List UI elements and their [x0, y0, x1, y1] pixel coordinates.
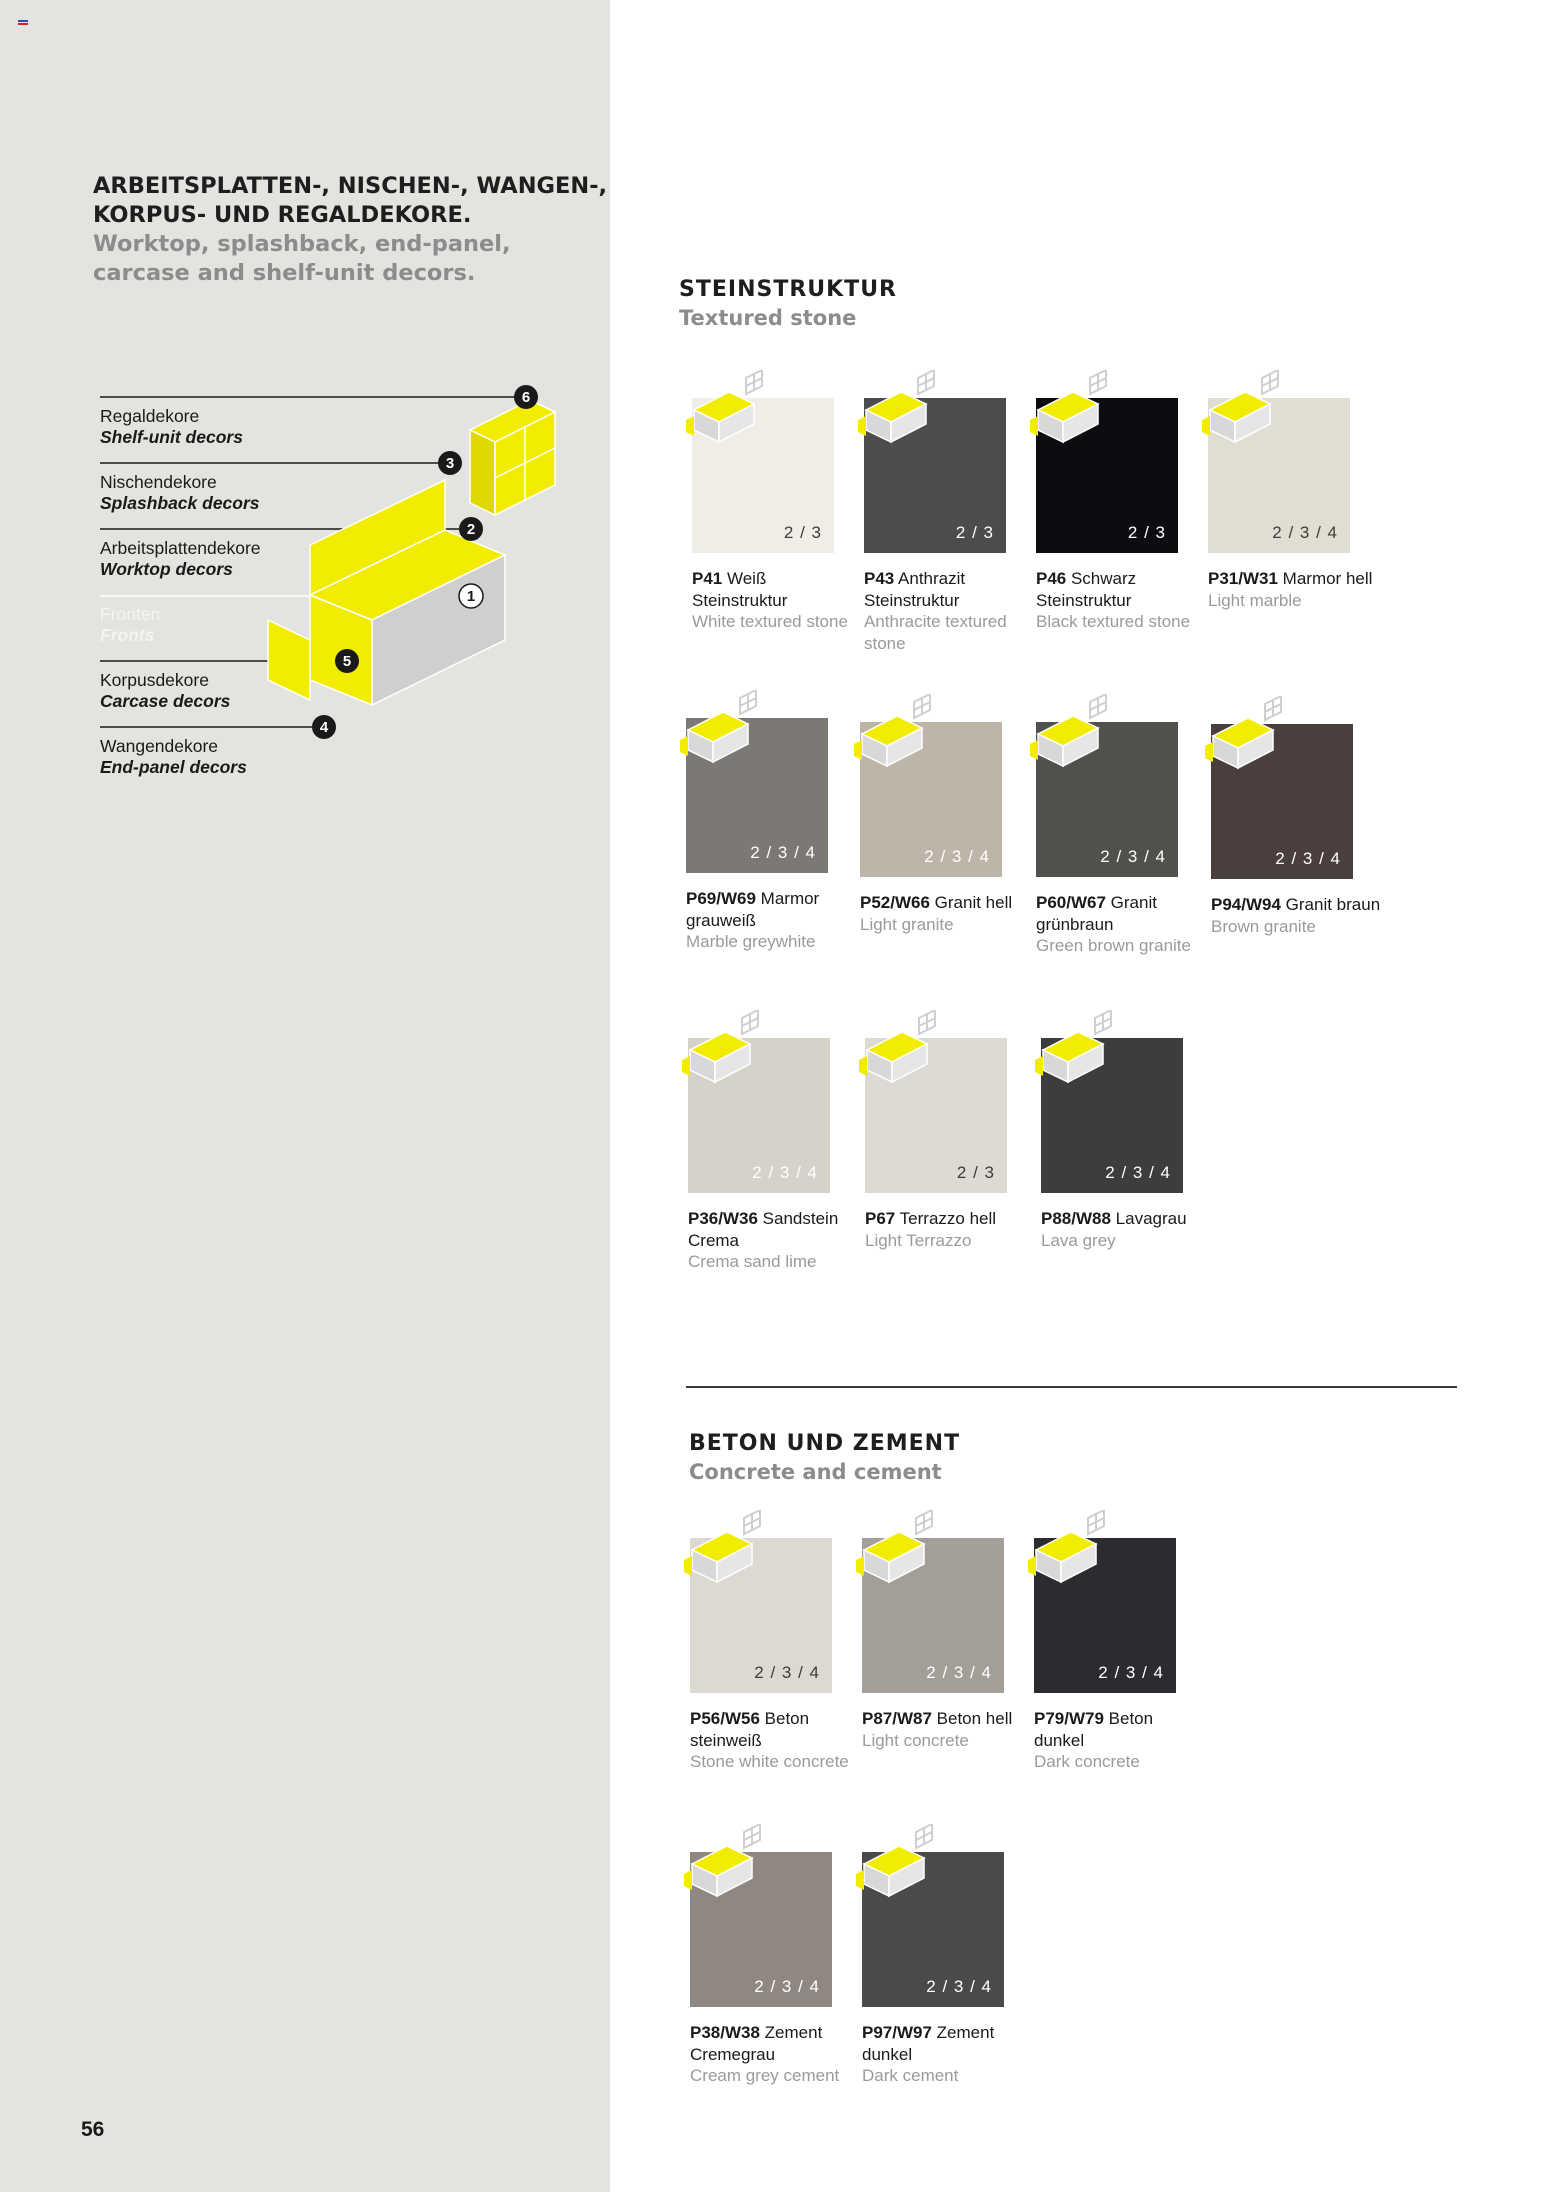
decor-code: P88/W88 — [1041, 1209, 1111, 1228]
decor-code: P31/W31 — [1208, 569, 1278, 588]
legend-fronts — [100, 604, 160, 646]
legend-label-de: Nischendekore — [100, 472, 217, 492]
svg-text:6: 6 — [521, 389, 531, 406]
kitchen-usage-icon — [857, 1010, 967, 1110]
swatch-caption — [688, 1208, 858, 1273]
legend-shelf-unit — [100, 406, 243, 448]
legend-splashback — [100, 472, 260, 514]
legend-worktop — [100, 538, 261, 580]
decor-name-de: Granit hell — [929, 893, 1013, 912]
legend-label-en: Worktop decors — [100, 559, 233, 579]
decor-name-de: Beton hell — [931, 1709, 1013, 1728]
swatch-caption — [864, 568, 1034, 654]
usage-numbers: 2 / 3 / 4 — [924, 847, 990, 866]
decor-code: P94/W94 — [1211, 895, 1281, 914]
usage-numbers: 2 / 3 / 4 — [754, 1977, 820, 1996]
decor-name-en: Brown granite — [1211, 916, 1316, 936]
decor-name-de: Granit braun — [1280, 895, 1381, 914]
section-title-textured-stone — [679, 276, 897, 332]
decor-name-de: Weiß Steinstruktur — [692, 569, 788, 610]
legend-label-en: Carcase decors — [100, 691, 231, 711]
kitchen-usage-icon — [1028, 694, 1138, 794]
decor-name-de: Marmor hell — [1277, 569, 1373, 588]
section-title-en: Concrete and cement — [689, 1460, 942, 1484]
shelf-unit-shape — [470, 400, 555, 515]
decor-code: P46 — [1036, 569, 1067, 588]
kitchen-usage-icon — [854, 1824, 964, 1924]
swatch-caption — [1211, 894, 1381, 937]
decor-name-de: Anthrazit Steinstruktur — [864, 569, 966, 610]
decor-name-de: Beton steinweiß — [690, 1709, 810, 1750]
swatch-caption — [1036, 892, 1206, 957]
page-title — [93, 172, 613, 288]
decor-code: P97/W97 — [862, 2023, 932, 2042]
swatch-caption — [686, 888, 856, 953]
usage-numbers: 2 / 3 / 4 — [1275, 849, 1341, 868]
kitchen-usage-icon — [1033, 1010, 1143, 1110]
swatch-caption — [690, 2022, 860, 2087]
decor-name-de: Lavagrau — [1110, 1209, 1187, 1228]
kitchen-usage-icon — [854, 1510, 964, 1610]
title-de-line2: KORPUS- UND REGALDEKORE. — [93, 202, 472, 228]
swatch-caption — [690, 1708, 860, 1773]
decor-name-en: Stone white concrete — [690, 1752, 849, 1771]
section-title-de: BETON UND ZEMENT — [689, 1431, 961, 1456]
section-title-de: STEINSTRUKTUR — [679, 277, 897, 302]
decor-name-en: Light marble — [1208, 590, 1302, 610]
decor-name-de: Schwarz Steinstruktur — [1036, 569, 1137, 610]
section-divider — [686, 1386, 1457, 1388]
title-en-line2: carcase and shelf-unit decors. — [93, 260, 476, 286]
legend-label-de: Korpusdekore — [100, 670, 209, 690]
decor-code: P67 — [865, 1209, 896, 1228]
svg-text:2: 2 — [466, 521, 476, 538]
decor-name-en: Dark cement — [862, 2066, 959, 2085]
usage-numbers: 2 / 3 / 4 — [1272, 523, 1338, 542]
decor-name-en: Lava grey — [1041, 1230, 1116, 1250]
swatch-caption — [1041, 1208, 1211, 1251]
kitchen-usage-icon — [680, 1010, 790, 1110]
svg-text:5: 5 — [342, 653, 352, 670]
swatch-caption — [862, 2022, 1032, 2087]
decor-code: P56/W56 — [690, 1709, 760, 1728]
kitchen-usage-icon — [682, 1510, 792, 1610]
kitchen-usage-icon — [684, 370, 794, 470]
legend-label-en: End-panel decors — [100, 757, 247, 777]
usage-numbers: 2 / 3 / 4 — [1098, 1663, 1164, 1682]
decor-name-en: Crema sand lime — [688, 1252, 817, 1271]
decor-code: P87/W87 — [862, 1709, 932, 1728]
swatch-caption — [1034, 1708, 1204, 1773]
usage-numbers: 2 / 3 / 4 — [926, 1977, 992, 1996]
decor-name-en: Light concrete — [862, 1730, 969, 1750]
decor-name-en: Green brown granite — [1036, 936, 1191, 955]
usage-numbers: 2 / 3 / 4 — [1100, 847, 1166, 866]
decor-name-de: Zement Cremegrau — [690, 2023, 823, 2064]
decor-name-de: Granit grünbraun — [1036, 893, 1157, 934]
kitchen-usage-icon — [1028, 370, 1138, 470]
decor-name-de: Marmor grauweiß — [686, 889, 820, 930]
svg-text:4: 4 — [319, 719, 329, 736]
legend-label-de: Wangendekore — [100, 736, 219, 756]
decor-code: P69/W69 — [686, 889, 756, 908]
section-title-concrete — [689, 1430, 960, 1486]
decor-name-en: Marble greywhite — [686, 932, 816, 951]
kitchen-usage-icon — [1203, 696, 1313, 796]
swatch-caption — [862, 1708, 1032, 1751]
usage-numbers: 2 / 3 — [783, 523, 822, 542]
svg-text:1: 1 — [466, 588, 476, 605]
decor-name-de: Beton dunkel — [1034, 1709, 1154, 1750]
usage-numbers: 2 / 3 / 4 — [754, 1663, 820, 1682]
legend-label-en: Splashback decors — [100, 493, 260, 513]
decor-code: P60/W67 — [1036, 893, 1106, 912]
decor-name-en: Dark concrete — [1034, 1752, 1140, 1771]
decor-code: P79/W79 — [1034, 1709, 1104, 1728]
legend-label-de: Fronten — [100, 604, 161, 624]
legend-label-de: Arbeitsplattendekore — [100, 538, 261, 558]
kitchen-usage-icon — [1200, 370, 1310, 470]
kitchen-usage-icon — [1026, 1510, 1136, 1610]
end-panel-shape — [268, 620, 310, 700]
page-number: 56 — [81, 2118, 105, 2141]
swatch-caption — [1036, 568, 1206, 633]
swatch-caption — [865, 1208, 1035, 1251]
svg-text:3: 3 — [445, 455, 455, 472]
kitchen-usage-icon — [852, 694, 962, 794]
legend-label-en: Fronts — [100, 625, 155, 645]
kitchen-usage-icon — [678, 690, 788, 790]
title-en-line1: Worktop, splashback, end-panel, — [93, 231, 511, 257]
decor-code: P38/W38 — [690, 2023, 760, 2042]
decor-name-en: White textured stone — [692, 612, 848, 631]
decor-name-de: Terrazzo hell — [895, 1209, 997, 1228]
swatch-caption — [1208, 568, 1378, 611]
usage-numbers: 2 / 3 — [1127, 523, 1166, 542]
legend-carcase — [100, 670, 230, 712]
decor-name-de: Sandstein Crema — [688, 1209, 839, 1250]
decor-name-en: Cream grey cement — [690, 2066, 840, 2085]
decor-name-en: Light granite — [860, 914, 954, 934]
legend-end-panel — [100, 736, 247, 778]
flag-icon — [18, 20, 28, 27]
decor-code: P43 — [864, 569, 895, 588]
legend-label-en: Shelf-unit decors — [100, 427, 243, 447]
kitchen-decor-diagram — [0, 370, 610, 800]
usage-numbers: 2 / 3 / 4 — [752, 1163, 818, 1182]
kitchen-usage-icon — [682, 1824, 792, 1924]
decor-name-en: Anthracite textured stone — [864, 612, 1007, 653]
section-title-en: Textured stone — [679, 306, 857, 330]
kitchen-usage-icon — [856, 370, 966, 470]
usage-numbers: 2 / 3 — [956, 1163, 995, 1182]
decor-code: P36/W36 — [688, 1209, 758, 1228]
decor-code: P52/W66 — [860, 893, 930, 912]
sidebar — [0, 0, 610, 2192]
usage-numbers: 2 / 3 / 4 — [750, 843, 816, 862]
decor-name-en: Light Terrazzo — [865, 1230, 972, 1250]
usage-numbers: 2 / 3 / 4 — [926, 1663, 992, 1682]
decor-name-de: Zement dunkel — [862, 2023, 995, 2064]
legend-label-de: Regaldekore — [100, 406, 200, 426]
decor-code: P41 — [692, 569, 723, 588]
usage-numbers: 2 / 3 — [955, 523, 994, 542]
swatch-caption — [692, 568, 862, 633]
title-de-line1: ARBEITSPLATTEN-, NISCHEN-, WANGEN-, — [93, 173, 608, 199]
swatch-caption — [860, 892, 1030, 935]
usage-numbers: 2 / 3 / 4 — [1105, 1163, 1171, 1182]
decor-name-en: Black textured stone — [1036, 612, 1191, 631]
